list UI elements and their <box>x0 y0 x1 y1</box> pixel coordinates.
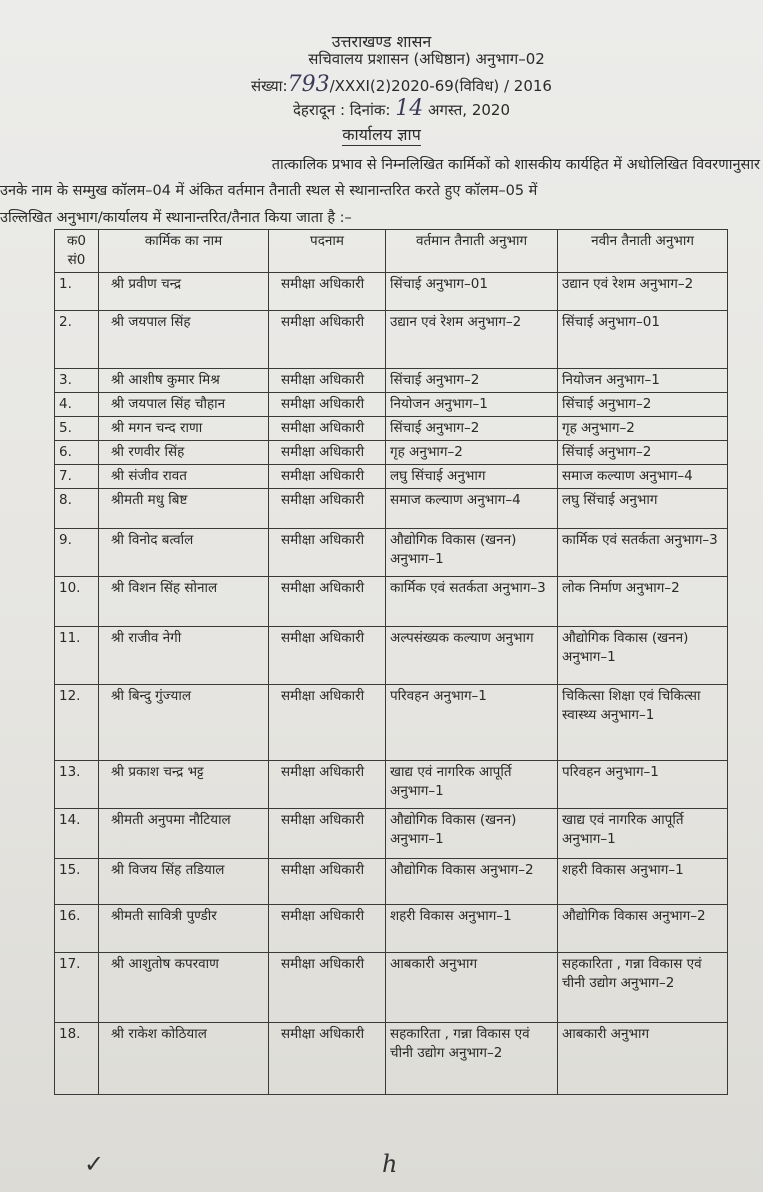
new-section-cell: कार्मिक एवं सतर्कता अनुभाग–3 <box>558 529 728 577</box>
name-cell: श्री बिन्दु गुंज्याल <box>99 685 269 761</box>
current-section-cell: औद्योगिक विकास अनुभाग–2 <box>386 859 558 905</box>
table-row <box>55 953 728 1023</box>
date-suffix: अगस्त, 2020 <box>428 101 511 119</box>
serial-cell: 10. <box>55 577 99 627</box>
designation-cell: समीक्षा अधिकारी <box>269 859 386 905</box>
current-section-cell: सहकारिता , गन्ना विकास एवं चीनी उद्योग अनुभाग–2 <box>386 1023 558 1095</box>
new-section-cell: सिंचाई अनुभाग–2 <box>558 393 728 417</box>
reference-suffix: /XXXI(2)2020-69(विविध) / 2016 <box>329 77 552 95</box>
table-row <box>55 441 728 465</box>
serial-cell: 3. <box>55 369 99 393</box>
date-prefix: देहरादून : दिनांक: <box>292 101 391 119</box>
header-current-section: वर्तमान तैनाती अनुभाग <box>386 230 558 273</box>
handwritten-date: 14 <box>395 96 424 121</box>
tick-mark: ✓ <box>84 1150 105 1178</box>
designation-cell: समीक्षा अधिकारी <box>269 369 386 393</box>
transfer-table <box>54 229 728 1095</box>
name-cell: श्री जयपाल सिंह चौहान <box>99 393 269 417</box>
table-row <box>55 273 728 311</box>
current-section-cell: आबकारी अनुभाग <box>386 953 558 1023</box>
intro-line-3: उल्लिखित अनुभाग/कार्यालय में स्थानान्तरित/तैनात किया जाता है :– <box>0 210 352 226</box>
new-section-cell: खाद्य एवं नागरिक आपूर्ति अनुभाग–1 <box>558 809 728 859</box>
designation-cell: समीक्षा अधिकारी <box>269 273 386 311</box>
serial-cell: 18. <box>55 1023 99 1095</box>
new-section-cell: परिवहन अनुभाग–1 <box>558 761 728 809</box>
name-cell: श्री प्रकाश चन्द्र भट्ट <box>99 761 269 809</box>
serial-cell: 13. <box>55 761 99 809</box>
designation-cell: समीक्षा अधिकारी <box>269 809 386 859</box>
name-cell: श्री संजीव रावत <box>99 465 269 489</box>
current-section-cell: शहरी विकास अनुभाग–1 <box>386 905 558 953</box>
current-section-cell: अल्पसंख्यक कल्याण अनुभाग <box>386 627 558 685</box>
serial-cell: 11. <box>55 627 99 685</box>
name-cell: श्री विनोद बर्त्वाल <box>99 529 269 577</box>
serial-cell: 14. <box>55 809 99 859</box>
current-section-cell: औद्योगिक विकास (खनन) अनुभाग–1 <box>386 809 558 859</box>
designation-cell: समीक्षा अधिकारी <box>269 393 386 417</box>
table-row <box>55 417 728 441</box>
name-cell: श्री आशीष कुमार मिश्र <box>99 369 269 393</box>
designation-cell: समीक्षा अधिकारी <box>269 465 386 489</box>
designation-cell: समीक्षा अधिकारी <box>269 953 386 1023</box>
handwritten-reference: 793 <box>287 72 330 97</box>
table-row <box>55 369 728 393</box>
government-heading: उत्तराखण्ड शासन <box>331 32 432 51</box>
office-memo-title: कार्यालय ज्ञाप <box>342 125 421 144</box>
new-section-cell: शहरी विकास अनुभाग–1 <box>558 859 728 905</box>
designation-cell: समीक्षा अधिकारी <box>269 417 386 441</box>
table-row <box>55 761 728 809</box>
table-row <box>55 311 728 369</box>
serial-cell: 16. <box>55 905 99 953</box>
new-section-cell: चिकित्सा शिक्षा एवं चिकित्सा स्वास्थ्य अनुभाग–1 <box>558 685 728 761</box>
current-section-cell: उद्यान एवं रेशम अनुभाग–2 <box>386 311 558 369</box>
table-row <box>55 465 728 489</box>
current-section-cell: सिंचाई अनुभाग–2 <box>386 369 558 393</box>
designation-cell: समीक्षा अधिकारी <box>269 311 386 369</box>
serial-cell: 12. <box>55 685 99 761</box>
name-cell: श्री आशुतोष कपरवाण <box>99 953 269 1023</box>
intro-line-1: तात्कालिक प्रभाव से निम्नलिखित कार्मिकों को शासकीय कार्यहित में अधोलिखित विवरणानुसार <box>271 157 760 173</box>
new-section-cell: औद्योगिक विकास (खनन) अनुभाग–1 <box>558 627 728 685</box>
name-cell: श्री विशन सिंह सोनाल <box>99 577 269 627</box>
name-cell: श्री राजीव नेगी <box>99 627 269 685</box>
serial-cell: 9. <box>55 529 99 577</box>
table-header-row <box>55 230 728 273</box>
name-cell: श्री मगन चन्द राणा <box>99 417 269 441</box>
current-section-cell: सिंचाई अनुभाग–2 <box>386 417 558 441</box>
designation-cell: समीक्षा अधिकारी <box>269 577 386 627</box>
name-cell: श्रीमती मधु बिष्ट <box>99 489 269 529</box>
current-section-cell: औद्योगिक विकास (खनन) अनुभाग–1 <box>386 529 558 577</box>
initial-mark: h <box>382 1150 398 1178</box>
current-section-cell: समाज कल्याण अनुभाग–4 <box>386 489 558 529</box>
current-section-cell: लघु सिंचाई अनुभाग <box>386 465 558 489</box>
serial-cell: 4. <box>55 393 99 417</box>
table-row <box>55 577 728 627</box>
name-cell: श्री रणवीर सिंह <box>99 441 269 465</box>
new-section-cell: औद्योगिक विकास अनुभाग–2 <box>558 905 728 953</box>
designation-cell: समीक्षा अधिकारी <box>269 1023 386 1095</box>
intro-line-2: उनके नाम के सम्मुख कॉलम–04 में अंकित वर्तमान तैनाती स्थल से स्थानान्तरित करते हुए कॉलम–05 में <box>0 183 538 199</box>
designation-cell: समीक्षा अधिकारी <box>269 489 386 529</box>
header-name: कार्मिक का नाम <box>99 230 269 273</box>
header-designation: पदनाम <box>269 230 386 273</box>
serial-cell: 8. <box>55 489 99 529</box>
designation-cell: समीक्षा अधिकारी <box>269 529 386 577</box>
reference-number <box>20 72 763 97</box>
table-row <box>55 859 728 905</box>
current-section-cell: खाद्य एवं नागरिक आपूर्ति अनुभाग–1 <box>386 761 558 809</box>
designation-cell: समीक्षा अधिकारी <box>269 905 386 953</box>
table-row <box>55 529 728 577</box>
new-section-cell: सिंचाई अनुभाग–01 <box>558 311 728 369</box>
serial-cell: 15. <box>55 859 99 905</box>
place-date <box>20 96 763 121</box>
new-section-cell: लोक निर्माण अनुभाग–2 <box>558 577 728 627</box>
name-cell: श्रीमती सावित्री पुण्डीर <box>99 905 269 953</box>
name-cell: श्री जयपाल सिंह <box>99 311 269 369</box>
name-cell: श्री राकेश कोठियाल <box>99 1023 269 1095</box>
new-section-cell: समाज कल्याण अनुभाग–4 <box>558 465 728 489</box>
new-section-cell: गृह अनुभाग–2 <box>558 417 728 441</box>
table-row <box>55 685 728 761</box>
table-row <box>55 489 728 529</box>
designation-cell: समीक्षा अधिकारी <box>269 761 386 809</box>
serial-cell: 1. <box>55 273 99 311</box>
serial-cell: 7. <box>55 465 99 489</box>
current-section-cell: नियोजन अनुभाग–1 <box>386 393 558 417</box>
serial-cell: 6. <box>55 441 99 465</box>
current-section-cell: कार्मिक एवं सतर्कता अनुभाग–3 <box>386 577 558 627</box>
department-heading: सचिवालय प्रशासन (अधिष्ठान) अनुभाग–02 <box>308 50 545 68</box>
table-row <box>55 393 728 417</box>
table-row <box>55 809 728 859</box>
serial-cell: 5. <box>55 417 99 441</box>
new-section-cell: आबकारी अनुभाग <box>558 1023 728 1095</box>
header-serial: क0 सं0 <box>55 230 99 273</box>
current-section-cell: परिवहन अनुभाग–1 <box>386 685 558 761</box>
designation-cell: समीक्षा अधिकारी <box>269 441 386 465</box>
serial-cell: 17. <box>55 953 99 1023</box>
name-cell: श्री विजय सिंह तडियाल <box>99 859 269 905</box>
table-row <box>55 627 728 685</box>
designation-cell: समीक्षा अधिकारी <box>269 685 386 761</box>
new-section-cell: सहकारिता , गन्ना विकास एवं चीनी उद्योग अनुभाग–2 <box>558 953 728 1023</box>
new-section-cell: लघु सिंचाई अनुभाग <box>558 489 728 529</box>
current-section-cell: सिंचाई अनुभाग–01 <box>386 273 558 311</box>
name-cell: श्रीमती अनुपमा नौटियाल <box>99 809 269 859</box>
reference-prefix: संख्या: <box>251 77 288 95</box>
name-cell: श्री प्रवीण चन्द्र <box>99 273 269 311</box>
designation-cell: समीक्षा अधिकारी <box>269 627 386 685</box>
header-new-section: नवीन तैनाती अनुभाग <box>558 230 728 273</box>
serial-cell: 2. <box>55 311 99 369</box>
table-row <box>55 1023 728 1095</box>
new-section-cell: नियोजन अनुभाग–1 <box>558 369 728 393</box>
new-section-cell: सिंचाई अनुभाग–2 <box>558 441 728 465</box>
current-section-cell: गृह अनुभाग–2 <box>386 441 558 465</box>
table-row <box>55 905 728 953</box>
new-section-cell: उद्यान एवं रेशम अनुभाग–2 <box>558 273 728 311</box>
